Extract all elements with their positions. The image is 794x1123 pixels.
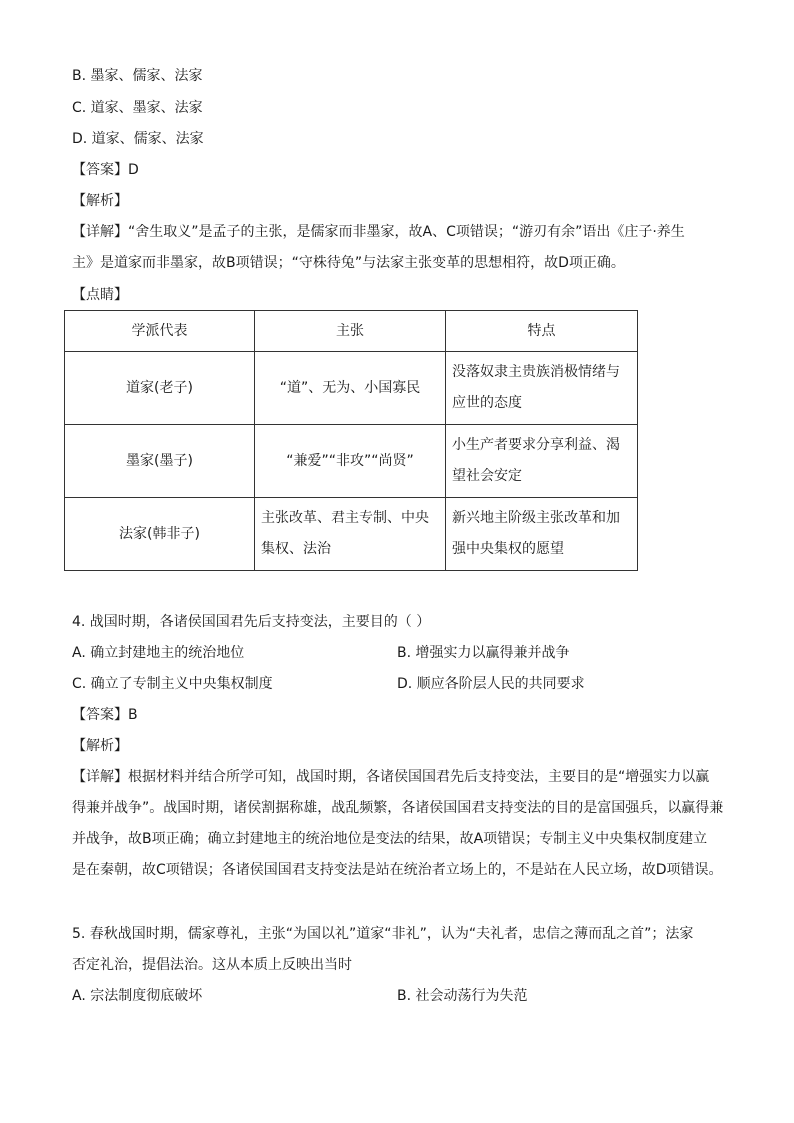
option-b: B. 增强实力以赢得兼并战争 (397, 645, 570, 661)
table-header-row (65, 311, 638, 352)
detail-line: 得兼并战争”。战国时期，诸侯割据称雄，战乱频繁，各诸侯国国君支持变法的目的是富国强兵，以赢得兼 (72, 800, 724, 816)
table-row (65, 352, 638, 425)
table-cell: “道”、无为、小国寡民 (255, 352, 446, 425)
option-a: A. 宗法制度彻底破坏 (72, 988, 203, 1004)
table-cell: 墨家(墨子) (65, 425, 255, 498)
analysis-label: 【解析】 (72, 193, 128, 209)
table-cell: 道家(老子) (65, 352, 255, 425)
answer-value: B (128, 707, 138, 723)
table-cell: 主张改革、君主专制、中央集权、法治 (255, 498, 446, 571)
detail-line: 并战争，故B项正确；确立封建地主的统治地位是变法的结果，故A项错误；专制主义中央集权制度建立 (72, 831, 708, 847)
option-c: C. 确立了专制主义中央集权制度 (72, 676, 273, 692)
table-row (65, 498, 638, 571)
question-5-stem-line: 5. 春秋战国时期，儒家尊礼，主张“为国以礼”道家“非礼”，认为“夫礼者，忠信之薄而乱之首”；法家 (72, 926, 694, 942)
table-cell: 新兴地主阶级主张改革和加强中央集权的愿望 (446, 498, 638, 571)
table-row (65, 425, 638, 498)
table-cell: 小生产者要求分享利益、渴望社会安定 (446, 425, 638, 498)
detail-line: 主》是道家而非墨家，故B项错误；“守株待兔”与法家主张变革的思想相符，故D项正确。 (72, 255, 625, 271)
table-cell: “兼爱”“非攻”“尚贤” (255, 425, 446, 498)
answer-label: 【答案】 (72, 707, 128, 723)
detail-line: 【详解】根据材料并结合所学可知，战国时期，各诸侯国国君先后支持变法，主要目的是“增强实力以赢 (72, 769, 710, 785)
question-4-stem: 4. 战国时期，各诸侯国国君先后支持变法，主要目的（ ） (72, 614, 431, 630)
tip-label: 【点睛】 (72, 287, 128, 303)
school-comparison-table (64, 310, 638, 571)
option-d: D. 顺应各阶层人民的共同要求 (397, 676, 585, 692)
option-d: D. 道家、儒家、法家 (72, 131, 204, 147)
table-cell: 法家(韩非子) (65, 498, 255, 571)
option-c: C. 道家、墨家、法家 (72, 100, 203, 116)
answer-line (72, 160, 139, 180)
table-cell: 没落奴隶主贵族消极情绪与应世的态度 (446, 352, 638, 425)
table-header-cell: 学派代表 (65, 311, 255, 352)
option-a: A. 确立封建地主的统治地位 (72, 645, 245, 661)
answer-line (72, 705, 138, 725)
table-header-cell: 特点 (446, 311, 638, 352)
question-5-stem-line: 否定礼治，提倡法治。这从本质上反映出当时 (72, 957, 352, 973)
option-b: B. 墨家、儒家、法家 (72, 68, 203, 84)
option-b: B. 社会动荡行为失范 (397, 988, 528, 1004)
analysis-label: 【解析】 (72, 738, 128, 754)
answer-value: D (128, 162, 139, 178)
detail-line: 【详解】“舍生取义”是孟子的主张，是儒家而非墨家，故A、C项错误；“游刃有余”语出《庄子·养生 (72, 224, 685, 240)
answer-label: 【答案】 (72, 162, 128, 178)
detail-line: 是在秦朝，故C项错误；各诸侯国国君支持变法是站在统治者立场上的，不是站在人民立场，故D项错误。 (72, 862, 723, 878)
table-header-cell: 主张 (255, 311, 446, 352)
